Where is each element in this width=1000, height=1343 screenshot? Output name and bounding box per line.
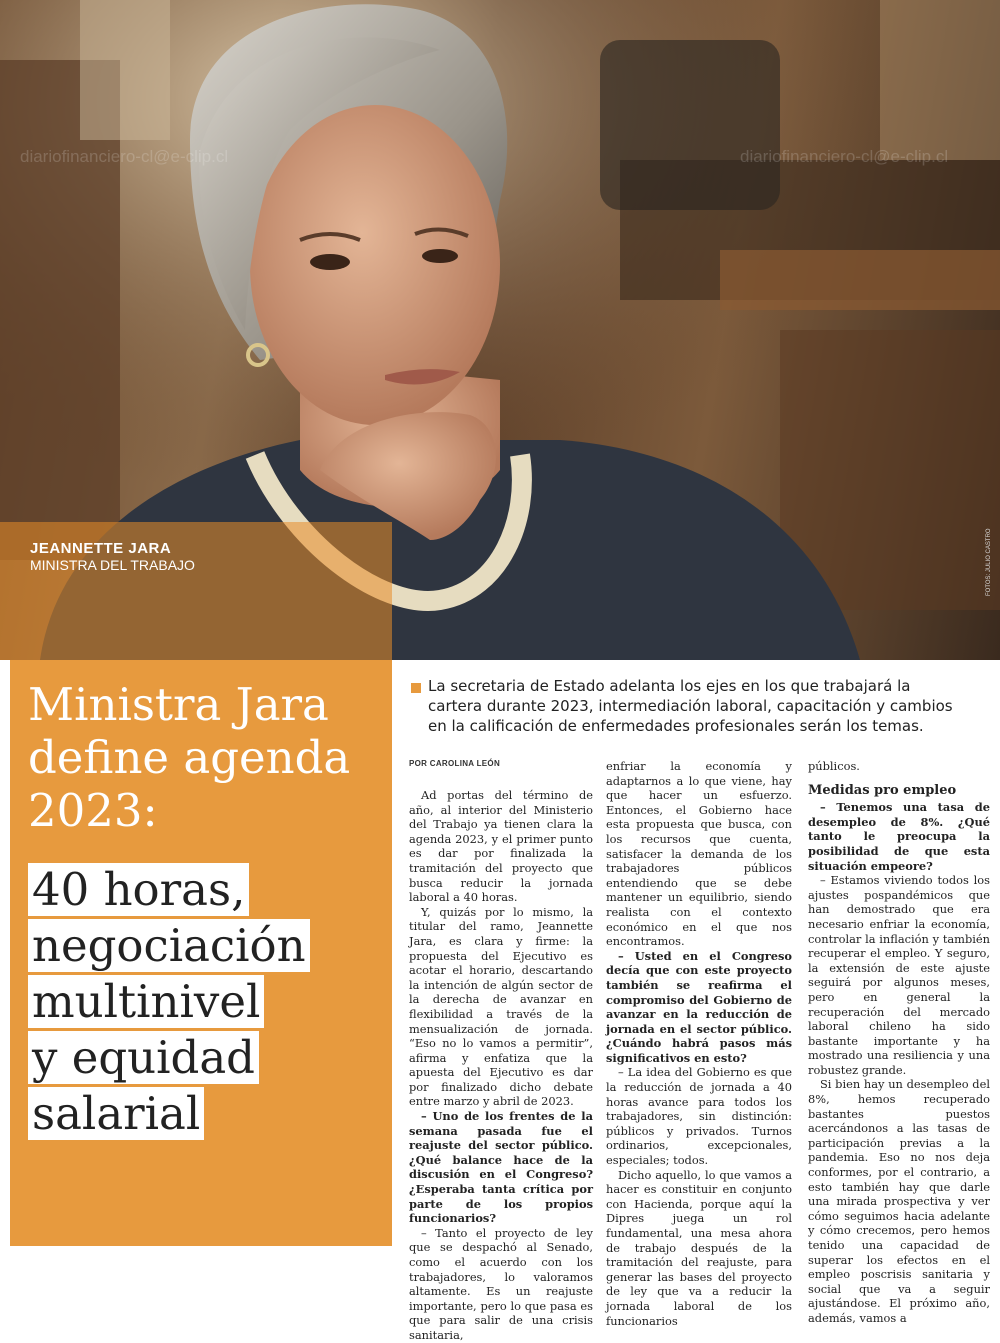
article-column-1 xyxy=(409,788,593,1343)
section-subhead: Medidas pro empleo xyxy=(808,782,957,798)
watermark-left: diariofinanciero-cl@e-clip.cl xyxy=(20,147,229,166)
article-column-3 xyxy=(808,759,990,1326)
paragraph: – Tanto el proyecto de ley que se despachó al Senado, como el acuerdo con los trabajadores, lo valoramos altamente. Es un reajuste importante, pero lo que pasa es que para salir de una crisis sanitaria, xyxy=(409,1225,593,1342)
byline: POR CAROLINA LEÓN xyxy=(409,759,501,768)
caption-role: MINISTRA DEL TRABAJO xyxy=(30,557,195,573)
photo-credit: FOTOS: JULIO CASTRO xyxy=(986,528,992,596)
headline-dark xyxy=(28,862,388,1142)
headline-line: 40 horas, xyxy=(28,863,249,916)
lead-bullet-icon xyxy=(411,683,421,693)
headline-line: multinivel xyxy=(28,975,264,1028)
headline-light: Ministra Jara define agenda 2023: xyxy=(28,678,351,837)
paragraph: públicos. xyxy=(808,759,860,773)
paragraph: Y, quizás por lo mismo, la titular del ramo, Jeannette Jara, es clara y firme: la propuesta del Ejecutivo es acotar el horario, descartando la intención de algún sector de la derecha de avanzar en flexibilidad a través de la mensualización de jornada. “Eso no lo vamos a permitir”, afirma y enfatiza que la apuesta del Ejecutivo es dar por finalizado dicho debate entre marzo y abril de 2023. xyxy=(409,904,593,1109)
headline-line: negociación xyxy=(28,919,310,972)
paragraph: – La idea del Gobierno es que la reducción de jornada a 40 horas avance para todos los trabajadores, sin distinción: públicos y privados. Turnos ordinarios, excepcionales, especiales; todos. xyxy=(606,1065,792,1168)
paragraph: enfriar la economía y adaptarnos a lo que viene, hay que hacer un esfuerzo. Entonces, el Gobierno hace esta propuesta que busca, con los recursos que cuenta, satisfacer la demanda de los trabajadores públicos entendiendo que se debe mantener un equilibrio, siendo realista con el contexto económico en el que nos encontramos. xyxy=(606,759,792,949)
paragraph: – Estamos viviendo todos los ajustes pospandémicos que han demostrado que era necesario enfriar la economía, controlar la inflación y también recuperar el empleo. Y seguro, la extensión de este ajuste seguirá por algunos meses, pero en general la recuperación del mercado laboral chileno ha sido bastante importante y ha mostrado una resiliencia y una robustez grande. xyxy=(808,873,990,1077)
watermark-right: diariofinanciero-cl@e-clip.cl xyxy=(740,147,949,166)
headline-line: y equidad xyxy=(28,1031,259,1084)
question: – Usted en el Congreso decía que con este proyecto también se reafirma el compromiso del Gobierno de avanzar en la reducción de jornada en el sector público. ¿Cuándo habrá pasos más significativos en esto? xyxy=(606,948,792,1065)
question: – Tenemos una tasa de desempleo de 8%. ¿Qué tanto le preocupa la posibilidad de que esta situación empeore? xyxy=(808,800,990,873)
paragraph: Dicho aquello, lo que vamos a hacer es constituir en conjunto con Hacienda, porque aquí la Dipres juega un rol fundamental, una mesa ahora de trabajo después de la tramitación del reajuste, para generar las bases del proyecto de ley que va a reducir la jornada laboral de los funcionarios xyxy=(606,1167,792,1328)
question: – Uno de los frentes de la semana pasada fue el reajuste del sector público. ¿Qué balance hace de la discusión en el Congreso? ¿Esperaba tanta crítica por parte de los propios funcionarios? xyxy=(409,1109,593,1226)
headline-line: salarial xyxy=(28,1087,204,1140)
article-column-2 xyxy=(606,759,792,1328)
caption-name: JEANNETTE JARA xyxy=(30,540,172,557)
lead-paragraph: La secretaria de Estado adelanta los ejes en los que trabajará la cartera durante 2023, intermediación laboral, capacitación y cambios en la calificación de enfermedades profesionales serán los temas. xyxy=(428,677,953,735)
paragraph: Ad portas del término de año, al interior del Ministerio del Trabajo ya tienen clara la agenda 2023, y el primer punto es dar por finalizada la tramitación del proyecto que busca reducir la jornada laboral a 40 horas. xyxy=(409,788,593,905)
paragraph: Si bien hay un desempleo del 8%, hemos recuperado bastantes puestos acercándonos a las tasas de participación previas a la pandemia. Eso no nos deja conformes, por el contrario, a esto también hay que darle una mirada prospectiva y ver cómo seguimos hacia adelante y cómo crecemos, pero hemos tenido una capacidad de superar los efectos en el empleo poscrisis sanitaria y social que va a seguir ajustándose. El próximo año, además, vamos a xyxy=(808,1077,990,1325)
